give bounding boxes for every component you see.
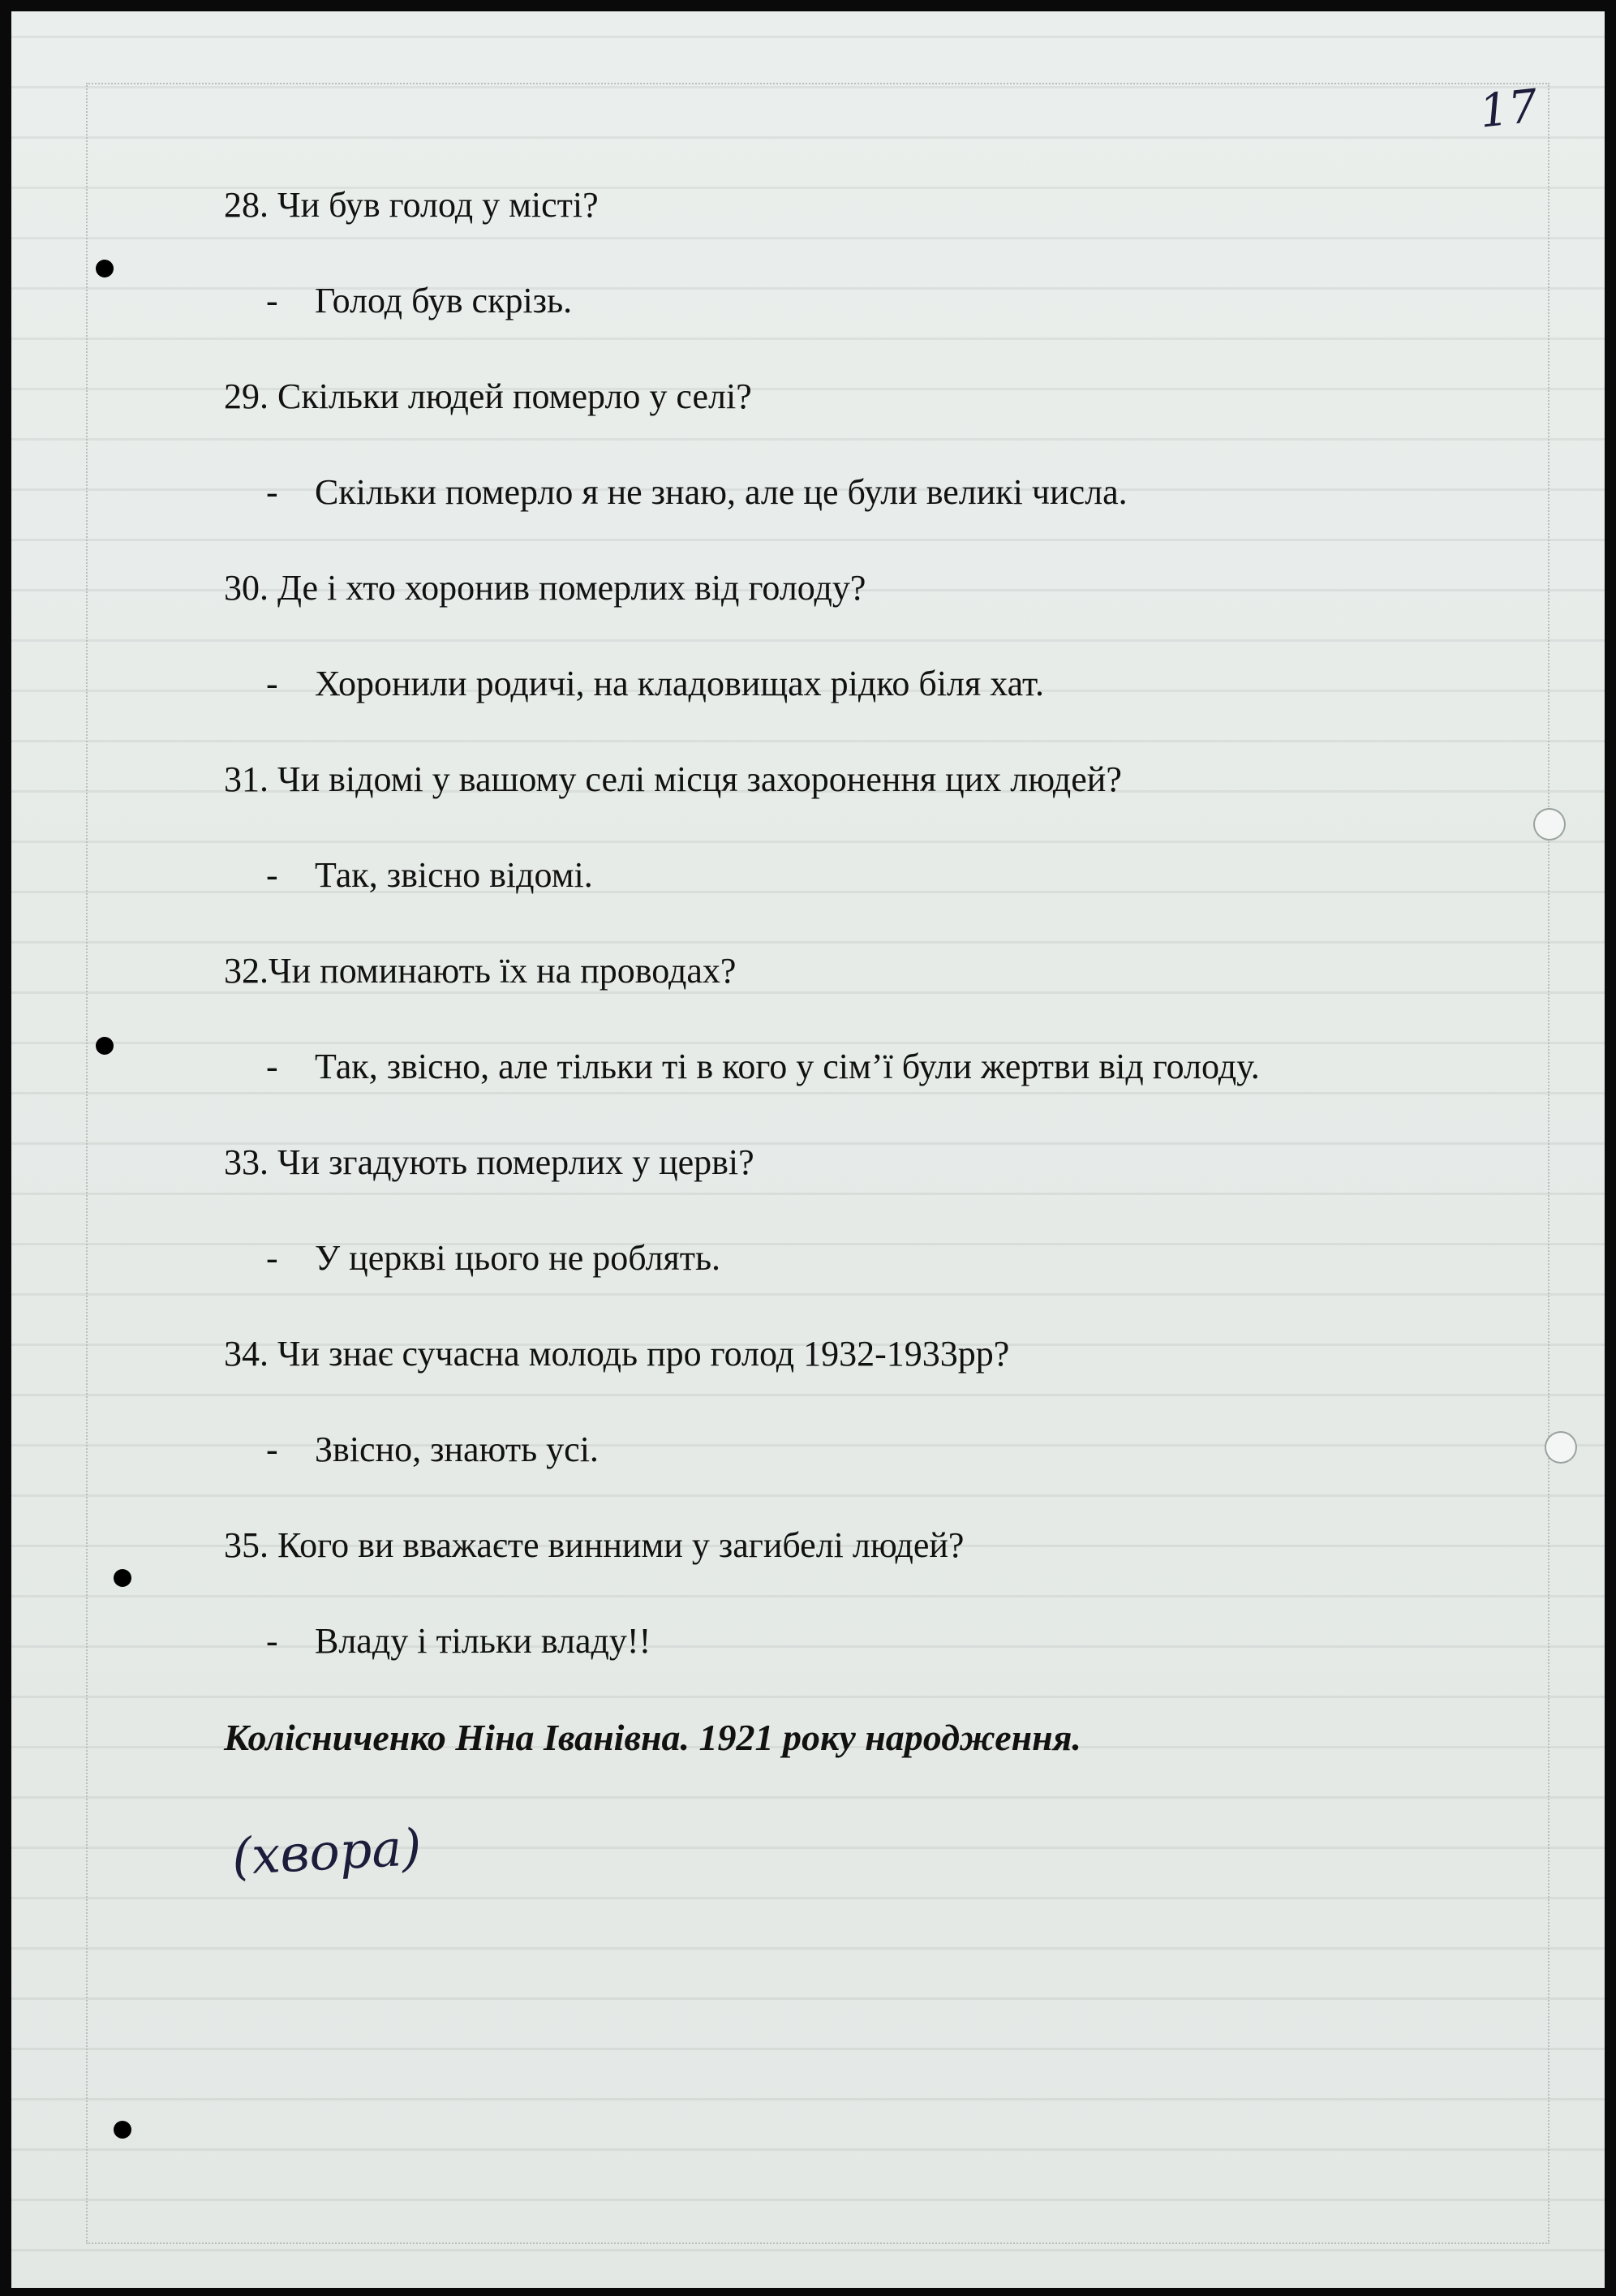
question-32: 32.Чи поминають їх на проводах? — [224, 951, 737, 991]
answer-dash: - — [266, 855, 278, 895]
question-35: 35. Кого ви вважаєте винними у загибелі людей? — [224, 1525, 965, 1565]
answer-35 — [266, 1618, 1489, 1665]
answer-text: Скільки померло я не знаю, але це були великі числа. — [315, 472, 1128, 512]
question-33: 33. Чи згадують померлих у церві? — [224, 1142, 754, 1182]
document-page — [11, 11, 1605, 2288]
question-28: 28. Чи був голод у місті? — [224, 185, 599, 225]
answer-34 — [266, 1426, 1489, 1473]
punch-mark-1 — [96, 260, 114, 277]
answer-dash: - — [266, 664, 278, 703]
answer-dash: - — [266, 1047, 278, 1086]
answer-dash: - — [266, 1430, 278, 1469]
answer-33 — [266, 1235, 1489, 1282]
question-34: 34. Чи знає сучасна молодь про голод 1932-1933рр? — [224, 1334, 1010, 1374]
answer-30 — [266, 660, 1489, 707]
answer-dash: - — [266, 472, 278, 512]
punch-mark-4 — [114, 2121, 131, 2139]
answer-text: Так, звісно, але тільки ті в кого у сім’ї були жертви від голоду. — [315, 1047, 1260, 1086]
respondent-signature: Колісниченко Ніна Іванівна. 1921 року народження. — [224, 1717, 1081, 1758]
answer-dash: - — [266, 1238, 278, 1278]
question-30: 30. Де і хто хоронив померлих від голоду? — [224, 568, 866, 608]
handwritten-note: (хвора) — [230, 1817, 423, 1887]
answer-text: Так, звісно відомі. — [315, 855, 593, 895]
binder-hole-bottom — [1545, 1431, 1577, 1464]
qa-list — [224, 182, 1489, 1762]
answer-text: Владу і тільки владу!! — [315, 1621, 651, 1661]
punch-mark-2 — [96, 1037, 114, 1055]
answer-text: Голод був скрізь. — [315, 281, 573, 320]
answer-29 — [266, 469, 1489, 516]
answer-text: У церкві цього не роблять. — [315, 1238, 721, 1278]
answer-text: Хоронили родичі, на кладовищах рідко біля хат. — [315, 664, 1044, 703]
answer-28 — [266, 277, 1489, 325]
answer-31 — [266, 852, 1489, 899]
question-29: 29. Скільки людей померло у селі? — [224, 376, 752, 416]
answer-dash: - — [266, 1621, 278, 1661]
answer-text: Звісно, знають усі. — [315, 1430, 599, 1469]
answer-32 — [266, 1043, 1489, 1090]
punch-mark-3 — [114, 1569, 131, 1587]
binder-hole-top — [1533, 808, 1566, 841]
answer-dash: - — [266, 281, 278, 320]
question-31: 31. Чи відомі у вашому селі місця захоронення цих людей? — [224, 759, 1122, 799]
page-number: 17 — [1476, 80, 1541, 139]
